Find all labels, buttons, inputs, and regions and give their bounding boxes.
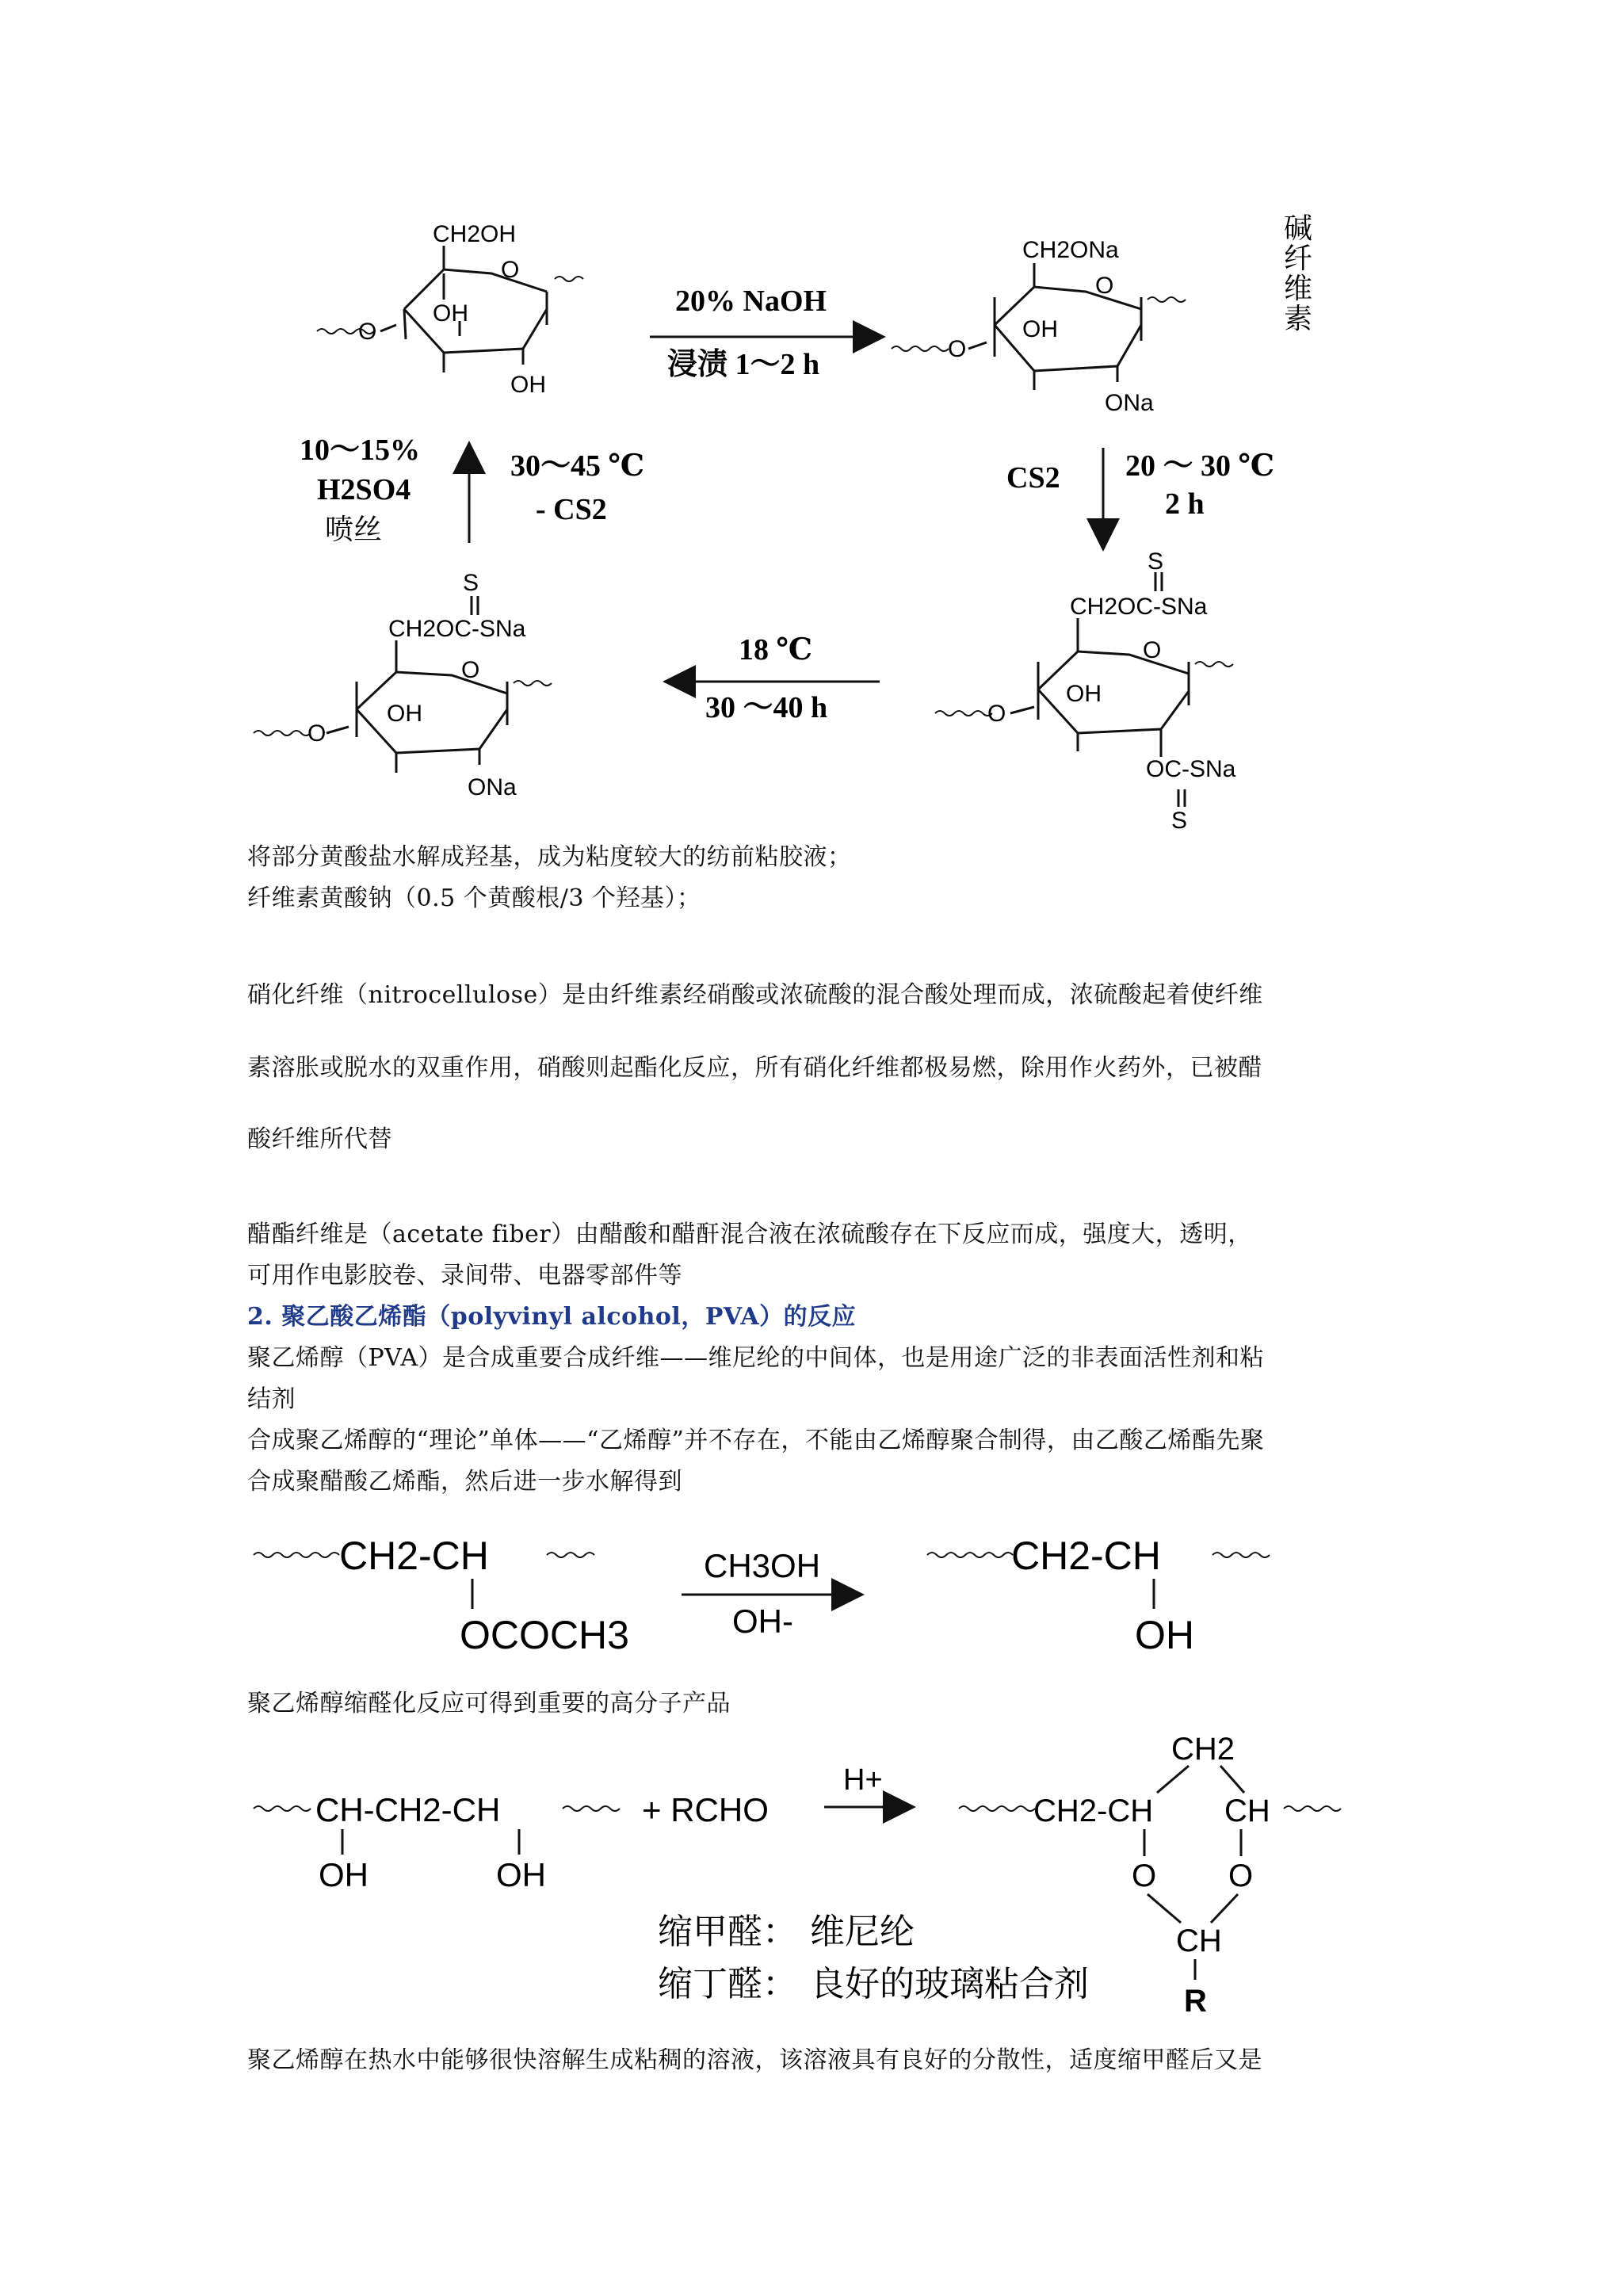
pvac-chain: CH2-CH <box>339 1534 489 1578</box>
pvac-acetate-group: OCOCH3 <box>460 1613 629 1657</box>
ripening-temperature: 18 ℃ <box>739 633 813 667</box>
viscose-reaction-scheme <box>0 0 1623 856</box>
spinning-temperature: 30～45 ℃ <box>510 449 645 483</box>
xanthate-oh: OH <box>1066 681 1102 707</box>
paragraph-acetate-1: 醋酯纤维是（acetate fiber）由醋酸和醋酐混合液在浓硫酸存在下反应而成，强度大，透明， <box>247 1221 1252 1248</box>
paragraph-xanthate-hydrolysis: 将部分黄酸盐水解成羟基，成为粘度较大的纺前粘胶液； <box>247 843 852 871</box>
pva-chain: CH2-CH <box>1011 1534 1161 1578</box>
xanthate-bottom-s: S <box>1171 808 1188 834</box>
xanthate-top-s: S <box>1148 548 1164 575</box>
acetal-ring-o-right: O <box>1228 1859 1254 1893</box>
paragraph-pva-synthesis-1: 合成聚乙烯醇的“理论”单体——“乙烯醇”并不存在，不能由乙烯醇聚合制得，由乙酸乙烯酯先聚 <box>247 1427 1265 1454</box>
spinning-cs2-loss: - CS2 <box>536 493 607 526</box>
acetal-ring-o-left: O <box>1132 1859 1157 1893</box>
paragraph-pva-synthesis-2: 合成聚醋酸乙烯酯，然后进一步水解得到 <box>247 1468 682 1496</box>
viscose-top-group: CH2OC-SNa <box>388 616 526 642</box>
formal-note-value: 维尼纶 <box>810 1912 915 1951</box>
alkali-ring-o: O <box>1095 273 1114 299</box>
cs2-reagent: CS2 <box>1006 461 1060 495</box>
acetalization-scheme <box>0 1728 1623 2021</box>
butyral-note-value: 良好的玻璃粘合剂 <box>810 1965 1089 2004</box>
acetal-ring-ch: CH <box>1176 1924 1222 1958</box>
pva-diol-chain: CH-CH2-CH <box>315 1791 501 1828</box>
pva-hydroxyl: OH <box>1135 1613 1194 1657</box>
viscose-ona: ONa <box>468 774 517 800</box>
paragraph-nitrocellulose-3: 酸纤维所代替 <box>247 1125 392 1153</box>
pva-hydrolysis-scheme <box>0 1514 1623 1664</box>
acetal-chain: CH2-CH <box>1033 1794 1154 1828</box>
hydrolysis-reagent-bottom: OH- <box>732 1603 793 1640</box>
pva-diol-oh-right: OH <box>496 1856 546 1893</box>
cellulose-oh-left: OH <box>433 300 468 327</box>
butyral-note-label: 缩丁醛： <box>658 1965 797 2004</box>
spinning-acid: H2SO4 <box>317 473 411 506</box>
cellulose-ch2oh: CH2OH <box>433 221 517 247</box>
hydrolysis-reagent-top: CH3OH <box>704 1547 821 1584</box>
formal-note-label: 缩甲醛： <box>658 1912 797 1951</box>
acetal-ch-right: CH <box>1224 1794 1270 1828</box>
xanthate-bottom-group: OC-SNa <box>1146 756 1236 782</box>
cellulose-oh-bottom: OH <box>510 372 546 398</box>
paragraph-acetate-2: 可用作电影胶卷、录间带、电器零部件等 <box>247 1262 682 1289</box>
naoh-condition: 浸渍 1～2 h <box>667 348 820 381</box>
xanthate-chain-o: O <box>987 701 1006 727</box>
cellulose-ring-o: O <box>501 257 520 283</box>
paragraph-xanthate-ratio: 纤维素黄酸钠（0.5 个黄酸根/3 个羟基）； <box>247 884 701 912</box>
section-heading-pva: 2. 聚乙酸乙烯酯（polyvinyl alcohol，PVA）的反应 <box>247 1303 857 1331</box>
alkali-chain-o: O <box>948 336 967 362</box>
alkali-ch2ona: CH2ONa <box>1022 237 1119 263</box>
aldehyde-reagent: + RCHO <box>642 1791 769 1828</box>
viscose-ring-o: O <box>461 657 480 683</box>
acetal-top-ch2: CH2 <box>1171 1732 1235 1767</box>
alkali-oh: OH <box>1022 316 1058 342</box>
cs2-time: 2 h <box>1165 487 1205 521</box>
viscose-top-s: S <box>463 570 479 596</box>
viscose-chain-o: O <box>307 720 327 747</box>
paragraph-nitrocellulose-2: 素溶胀或脱水的双重作用，硝酸则起酯化反应，所有硝化纤维都极易燃，除用作火药外，已被醋 <box>247 1054 1262 1082</box>
pva-diol-oh-left: OH <box>319 1856 369 1893</box>
paragraph-pva-intro-1: 聚乙烯醇（PVA）是合成重要合成纤维——维尼纶的中间体，也是用途广泛的非表面活性剂和粘 <box>247 1344 1264 1372</box>
xanthate-ring-o: O <box>1143 637 1162 663</box>
xanthate-top-group: CH2OC-SNa <box>1070 594 1208 620</box>
paragraph-nitrocellulose-1: 硝化纤维（nitrocellulose）是由纤维素经硝酸或浓硫酸的混合酸处理而成，浓硫酸起着使纤维 <box>247 981 1263 1009</box>
naoh-reagent: 20% NaOH <box>675 285 827 318</box>
viscose-oh: OH <box>387 701 422 727</box>
paragraph-acetalization: 聚乙烯醇缩醛化反应可得到重要的高分子产品 <box>247 1690 731 1717</box>
spinning-process: 喷丝 <box>325 514 383 545</box>
alkali-ona: ONa <box>1105 390 1154 416</box>
spinning-acid-concentration: 10～15% <box>300 434 421 467</box>
acid-catalyst: H+ <box>843 1763 883 1797</box>
cs2-temperature: 20 ～ 30 ℃ <box>1125 449 1275 483</box>
acetal-r-group: R <box>1184 1984 1207 2019</box>
paragraph-pva-solution: 聚乙烯醇在热水中能够很快溶解生成粘稠的溶液，该溶液具有良好的分散性，适度缩甲醛后又是 <box>247 2046 1262 2074</box>
ripening-time: 30 ～40 h <box>705 691 828 724</box>
cellulose-chain-o: O <box>358 319 377 345</box>
alkali-cellulose-label: 碱 纤 维 素 <box>1284 212 1313 334</box>
paragraph-pva-intro-2: 结剂 <box>247 1385 296 1413</box>
